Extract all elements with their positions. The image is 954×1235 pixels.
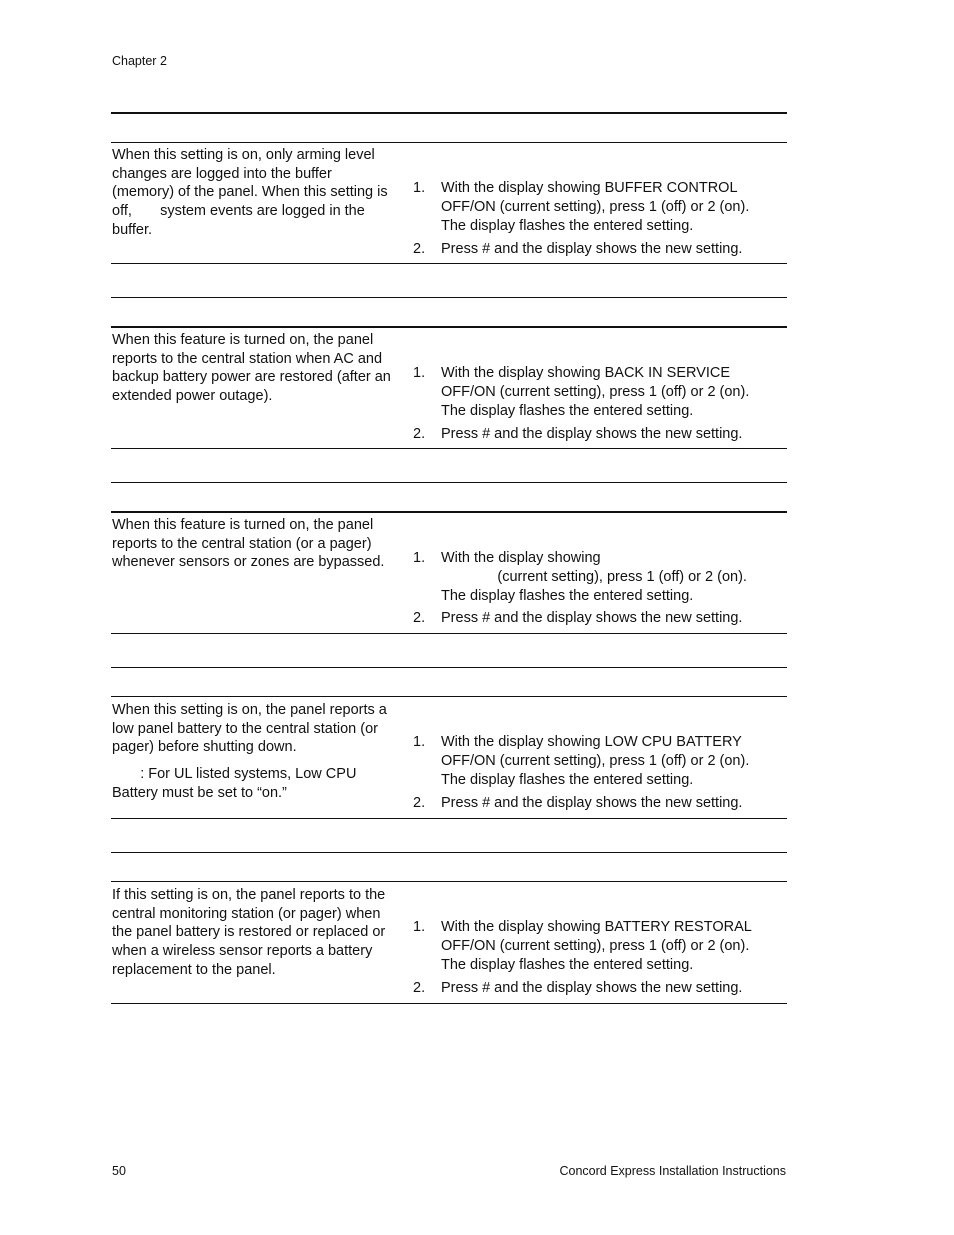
- step-text: [441, 918, 783, 975]
- step-text: [441, 364, 783, 421]
- section-top-rule: [111, 852, 787, 853]
- step-text: Press # and the display shows the new setting.: [441, 795, 743, 811]
- step-line: OFF/ON (current setting), press 1 (off) or 2 (on).: [441, 199, 750, 215]
- chapter-header: Chapter 2: [112, 54, 167, 68]
- section-top-rule: [111, 667, 787, 668]
- description: [112, 701, 394, 803]
- step-text: Press # and the display shows the new setting.: [441, 426, 743, 442]
- section-bottom-rule: [111, 1003, 787, 1004]
- step-line: With the display showing BUFFER CONTROL: [441, 180, 738, 196]
- section-top-rule: [111, 112, 787, 114]
- step-number: 2.: [413, 426, 426, 442]
- step-text: Press # and the display shows the new setting.: [441, 610, 743, 626]
- step-text: Press # and the display shows the new setting.: [441, 241, 743, 257]
- step-number: 2.: [413, 795, 426, 811]
- section-bottom-rule: [111, 633, 787, 634]
- step-line: With the display showing BACK IN SERVICE: [441, 365, 731, 381]
- step-number: 1.: [413, 365, 426, 381]
- step-line: With the display showing LOW CPU BATTERY: [441, 734, 742, 750]
- step-line: The display flashes the entered setting.: [441, 218, 694, 234]
- page-number: 50: [112, 1164, 126, 1178]
- table-header-rule: [111, 326, 787, 328]
- step-line: With the display showing: [441, 550, 601, 566]
- section-top-rule: [111, 482, 787, 483]
- description-text: When this feature is turned on, the panel reports to the central station (or a pager) whenever sensors or zones are bypassed.: [112, 517, 385, 571]
- step-text: [441, 733, 783, 790]
- step-text: [441, 179, 783, 236]
- table-header-rule: [111, 881, 787, 882]
- document-title: Concord Express Installation Instructions: [559, 1164, 786, 1178]
- step-line: OFF/ON (current setting), press 1 (off) or 2 (on).: [441, 384, 750, 400]
- description-text: When this feature is turned on, the panel reports to the central station when AC and backup battery power are restored (after an extended power outage).: [112, 332, 391, 405]
- step-number: 1.: [413, 180, 426, 196]
- step-line: The display flashes the entered setting.: [441, 588, 694, 604]
- step-text: Press # and the display shows the new setting.: [441, 980, 743, 996]
- description-text: If this setting is on, the panel reports to the central monitoring station (or pager) when the panel battery is restored or replaced or when a wireless sensor reports a battery replacement to the panel.: [112, 887, 386, 978]
- step-line: OFF/ON (current setting), press 1 (off) or 2 (on).: [441, 753, 750, 769]
- step-line: OFF/ON (current setting), press 1 (off) or 2 (on).: [441, 938, 750, 954]
- table-header-rule: [111, 511, 787, 513]
- step-line: The display flashes the entered setting.: [441, 957, 694, 973]
- step-number: 1.: [413, 734, 426, 750]
- section-bottom-rule: [111, 818, 787, 819]
- ul-note: : For UL listed systems, Low CPU Battery must be set to “on.”: [112, 766, 357, 801]
- step-number: 1.: [413, 550, 426, 566]
- description-text: When this setting is on, only arming level changes are logged into the buffer (memory) of the panel. When this setting is off, system events are logged in the buffer.: [112, 147, 388, 238]
- step-text: [441, 549, 783, 606]
- section-bottom-rule: [111, 263, 787, 264]
- table-header-rule: [111, 142, 787, 143]
- step-line: With the display showing BATTERY RESTORAL: [441, 919, 752, 935]
- section-top-rule: [111, 297, 787, 298]
- description: [112, 886, 394, 980]
- description-text: When this setting is on, the panel reports a low panel battery to the central station (or pager) before shutting down.: [112, 702, 387, 756]
- step-number: 2.: [413, 980, 426, 996]
- description: [112, 146, 394, 240]
- description: [112, 331, 394, 406]
- step-line: The display flashes the entered setting.: [441, 772, 694, 788]
- table-header-rule: [111, 696, 787, 697]
- step-number: 2.: [413, 610, 426, 626]
- section-bottom-rule: [111, 448, 787, 449]
- step-line: The display flashes the entered setting.: [441, 403, 694, 419]
- step-line: (current setting), press 1 (off) or 2 (on).: [441, 569, 747, 585]
- step-number: 2.: [413, 241, 426, 257]
- step-number: 1.: [413, 919, 426, 935]
- description: [112, 516, 394, 572]
